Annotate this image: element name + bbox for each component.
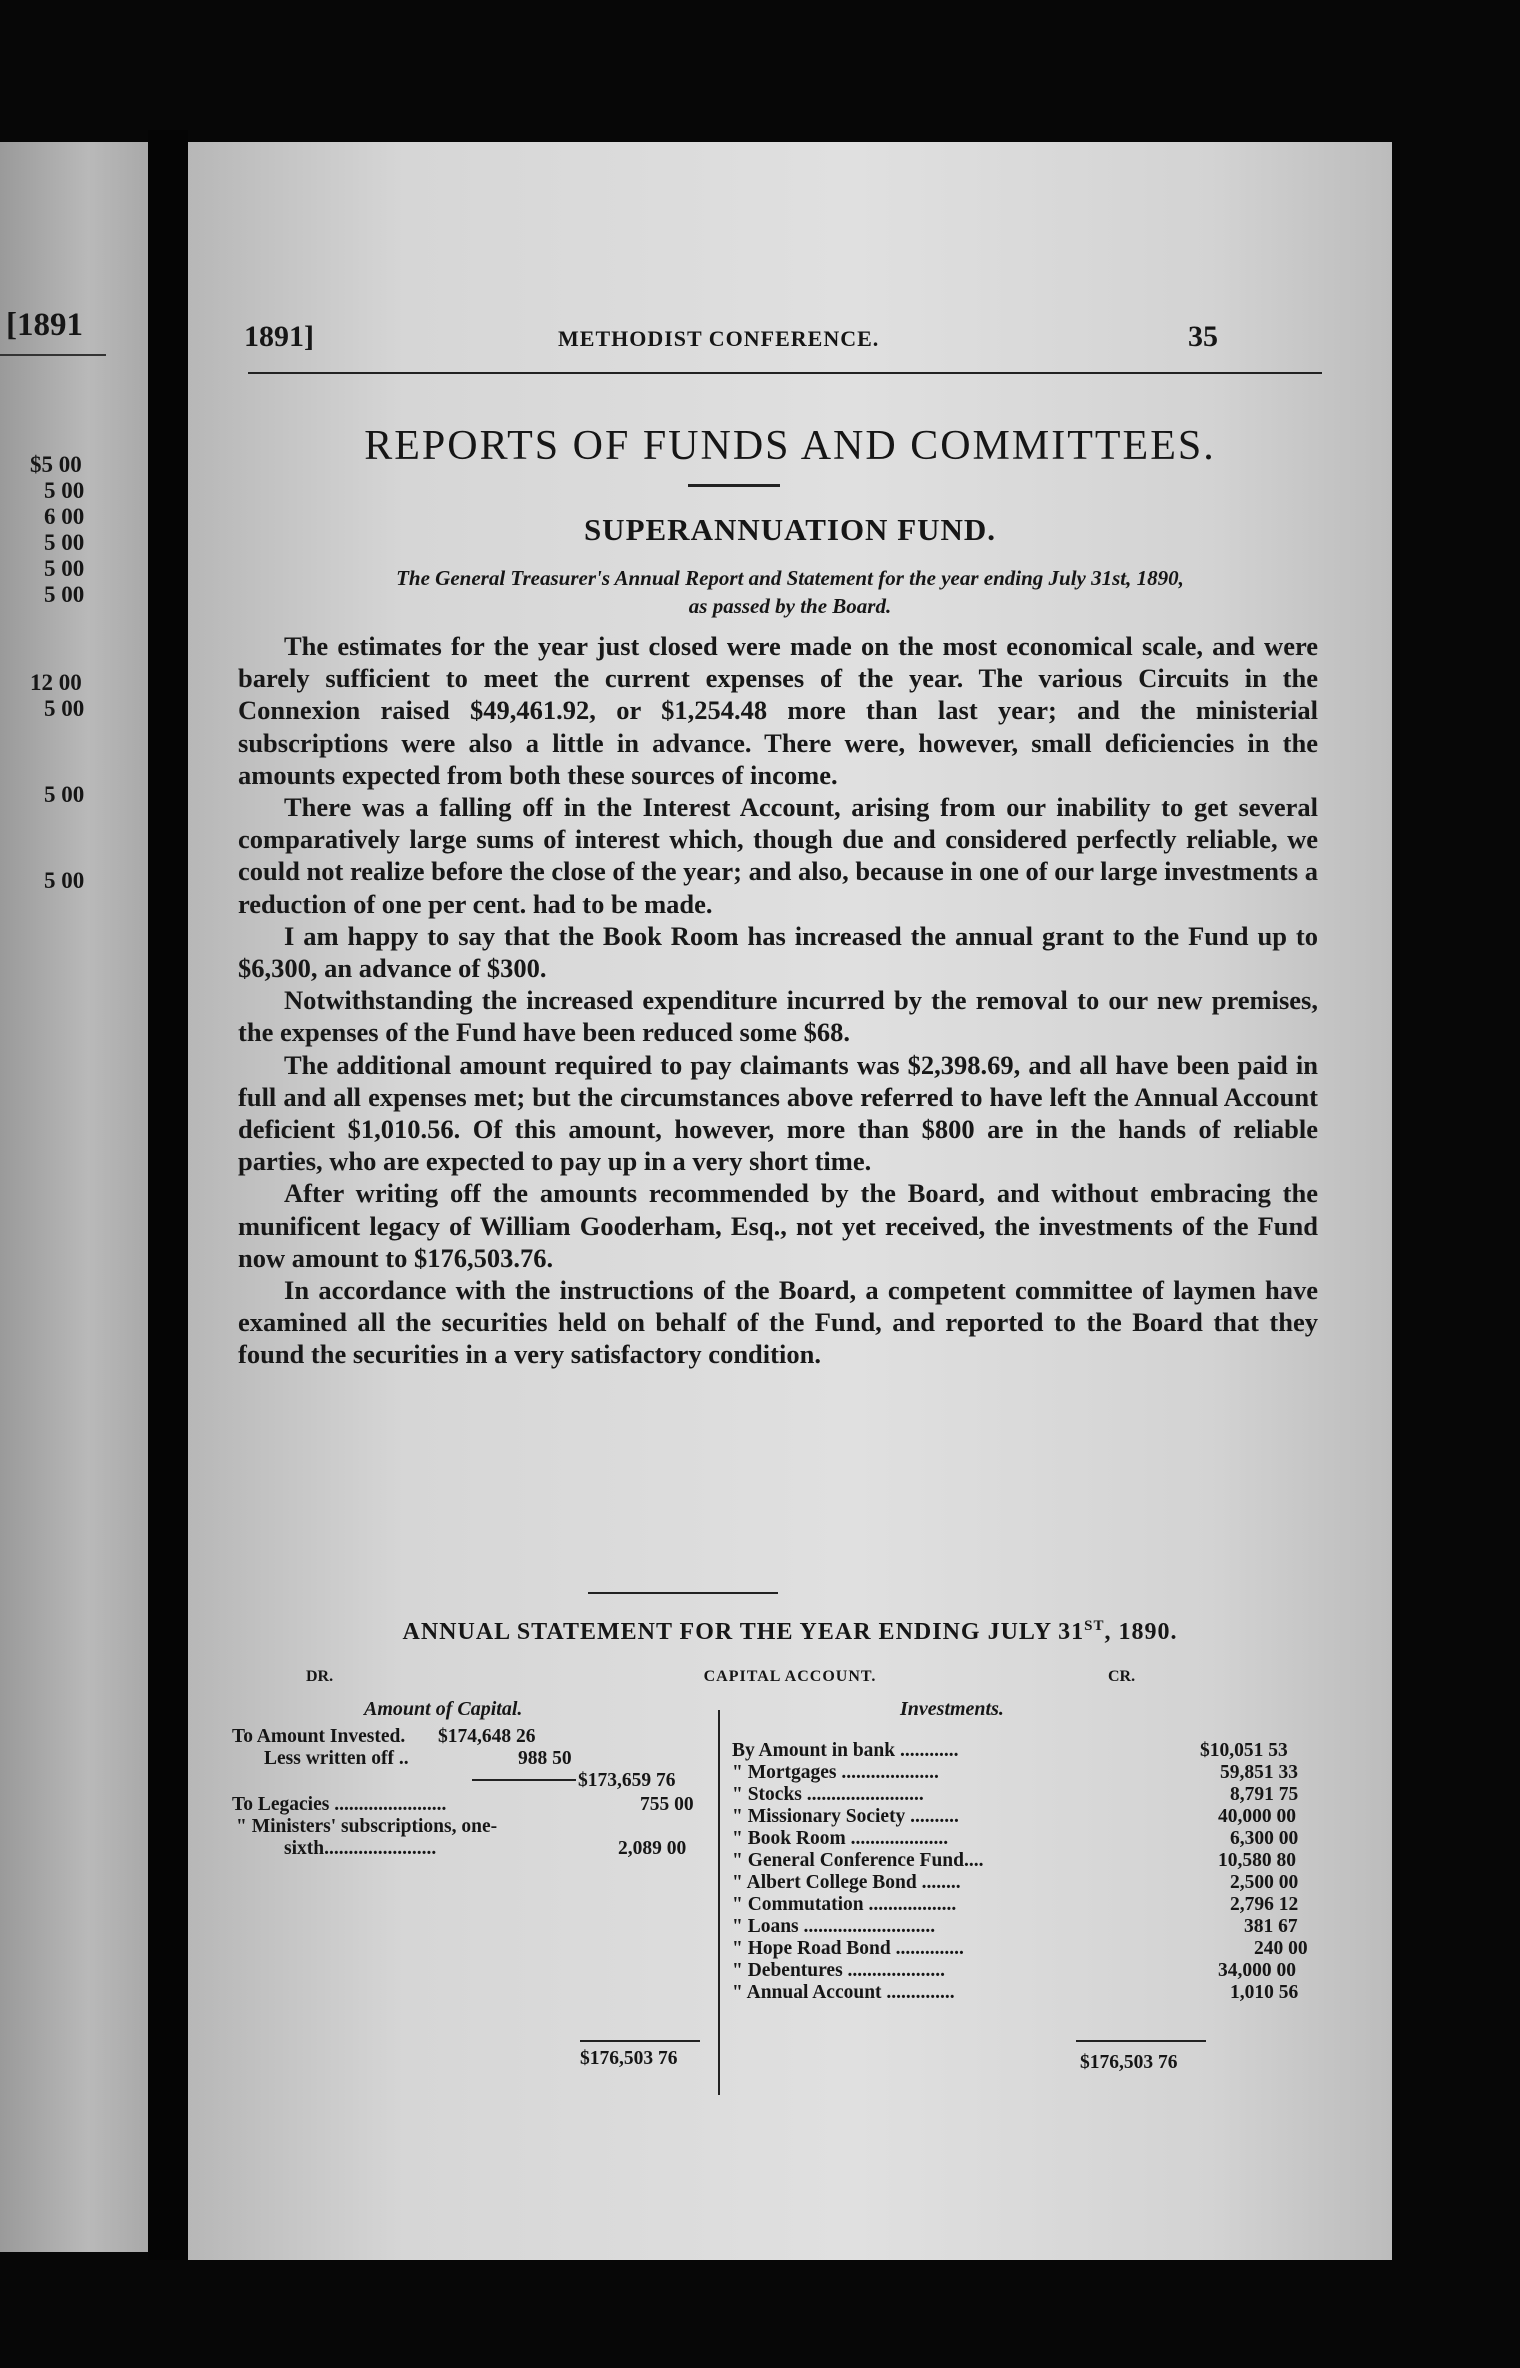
investment-label: " General Conference Fund.... [732, 1850, 984, 1871]
written-off-label: Less written off .. [264, 1748, 409, 1769]
paragraph: In accordance with the instructions of the Board, a competent committee of laymen have examined all the securities held on behalf of the Fund, and reported to the Board that they found the securities in a very satisfactory condition. [238, 1275, 1318, 1370]
investment-amount: 240 00 [1254, 1938, 1308, 1959]
running-title: METHODIST CONFERENCE. [558, 326, 880, 351]
statement-title-sup: ST [1084, 1618, 1105, 1634]
ministers-amount: 2,089 00 [618, 1838, 687, 1859]
facing-amount: 5 00 [44, 782, 85, 807]
legacies-amount: 755 00 [640, 1794, 694, 1815]
page-number: 35 [1188, 320, 1218, 353]
account-label: CAPITAL ACCOUNT. [703, 1668, 877, 1685]
debit-label: DR. [306, 1668, 334, 1685]
ministers-label: " Ministers' subscriptions, one- [236, 1816, 498, 1837]
investment-label: " Annual Account .............. [732, 1982, 955, 2003]
header-rule [248, 372, 1322, 374]
investment-amount: 10,580 80 [1218, 1850, 1296, 1871]
paragraph: Notwithstanding the increased expenditure incurred by the removal to our new premises, the expenses of the Fund have been reduced some $68. [238, 985, 1318, 1048]
statement-title-text: ANNUAL STATEMENT FOR THE YEAR ENDING JULY 31 [402, 1619, 1085, 1645]
facing-amount: 5 00 [44, 582, 85, 607]
facing-page-header: [1891 [6, 307, 83, 343]
section-title: SUPERANNUATION FUND. [583, 512, 997, 547]
investment-amount: 2,500 00 [1230, 1872, 1299, 1893]
investment-amount: 6,300 00 [1230, 1828, 1299, 1849]
paragraph: The estimates for the year just closed were made on the most economical scale, and were barely sufficient to meet the current expenses of the year. The various Circuits in the Connexion raised $49,461.92, or $1,254.48 more than last year; and the ministerial subscriptions were also a little in advance. There were, however, small deficiencies in the amounts expected from both these sources of income. [238, 631, 1318, 790]
investment-amount: 381 67 [1244, 1916, 1298, 1937]
investment-label: " Mortgages .................... [732, 1762, 939, 1783]
facing-amount: 5 00 [44, 478, 85, 503]
report-intro-line: as passed by the Board. [688, 594, 892, 618]
right-column-heading: Investments. [900, 1698, 1004, 1720]
invested-amount: $174,648 26 [438, 1726, 536, 1747]
investment-amount: 2,796 12 [1230, 1894, 1299, 1915]
title-rule [688, 484, 780, 487]
paragraph: After writing off the amounts recommended by the Board, and without embracing the munificent legacy of William Gooderham, Esq., not yet received, the investments of the Fund now amount to $176,503.76. [238, 1178, 1318, 1273]
facing-amount: $5 00 [30, 452, 82, 477]
investment-label: " Book Room .................... [732, 1828, 949, 1849]
investment-label: " Stocks ........................ [732, 1784, 924, 1805]
invested-label: To Amount Invested. [232, 1726, 406, 1747]
right-total-rule [1076, 2040, 1206, 2042]
facing-amount: 6 00 [44, 504, 85, 529]
credit-label: CR. [1108, 1668, 1136, 1685]
investment-amount: $10,051 53 [1200, 1740, 1288, 1761]
written-off-amount: 988 50 [518, 1748, 572, 1769]
investment-label: " Debentures .................... [732, 1960, 946, 1981]
document-page [188, 142, 1392, 2260]
paragraph: I am happy to say that the Book Room has increased the annual grant to the Fund up to $6,300, an advance of $300. [238, 920, 1318, 984]
facing-page-fragment [0, 142, 148, 2252]
column-divider [718, 1710, 720, 2095]
facing-amount: 5 00 [44, 556, 85, 581]
report-body [238, 630, 1318, 1371]
net-capital-amount: $173,659 76 [578, 1770, 676, 1791]
section-divider [588, 1592, 778, 1594]
investment-label: " Albert College Bond ........ [732, 1872, 961, 1893]
paragraph: The additional amount required to pay claimants was $2,398.69, and all have been paid in full and all expenses met; but the circumstances above referred to have left the Annual Account deficient $1,010.56. Of this amount, however, more than $800 are in the hands of reliable parties, who are expected to pay up in a very short time. [238, 1049, 1318, 1177]
investment-label: By Amount in bank ............ [732, 1740, 959, 1761]
investment-amount: 8,791 75 [1230, 1784, 1299, 1805]
facing-amount: 5 00 [44, 696, 85, 721]
statement-title-end: , 1890. [1104, 1619, 1178, 1645]
facing-amount: 5 00 [44, 530, 85, 555]
investment-label: " Commutation .................. [732, 1894, 957, 1915]
book-gutter [148, 130, 188, 2260]
investment-label: " Hope Road Bond .............. [732, 1938, 964, 1959]
left-column-heading: Amount of Capital. [364, 1698, 523, 1720]
facing-amount: 5 00 [44, 868, 85, 893]
investment-amount: 40,000 00 [1218, 1806, 1296, 1827]
paragraph: There was a falling off in the Interest Account, arising from our inability to get several comparatively large sums of interest which, though due and considered perfectly reliable, we could not realize before the close of the year; and also, because in one of our large investments a reduction of one per cent. had to be made. [238, 792, 1318, 919]
investment-amount: 1,010 56 [1230, 1982, 1299, 2003]
subtotal-rule [472, 1779, 576, 1781]
header-year: 1891] [244, 320, 314, 353]
left-total: $176,503 76 [580, 2048, 678, 2069]
facing-amount: 12 00 [30, 670, 82, 695]
facing-page-rule [0, 354, 106, 356]
page-title: REPORTS OF FUNDS AND COMMITTEES. [364, 423, 1216, 469]
investment-amount: 34,000 00 [1218, 1960, 1296, 1981]
investment-label: " Loans ........................... [732, 1916, 936, 1937]
ministers-label-cont: sixth....................... [284, 1838, 437, 1859]
legacies-label: To Legacies ....................... [232, 1794, 447, 1815]
investment-amount: 59,851 33 [1220, 1762, 1298, 1783]
right-total: $176,503 76 [1080, 2052, 1178, 2073]
report-intro-line: The General Treasurer's Annual Report and Statement for the year ending July 31st, 1890, [396, 566, 1184, 590]
left-total-rule [580, 2040, 700, 2042]
statement-title [188, 1618, 1392, 1646]
investment-label: " Missionary Society .......... [732, 1806, 959, 1827]
